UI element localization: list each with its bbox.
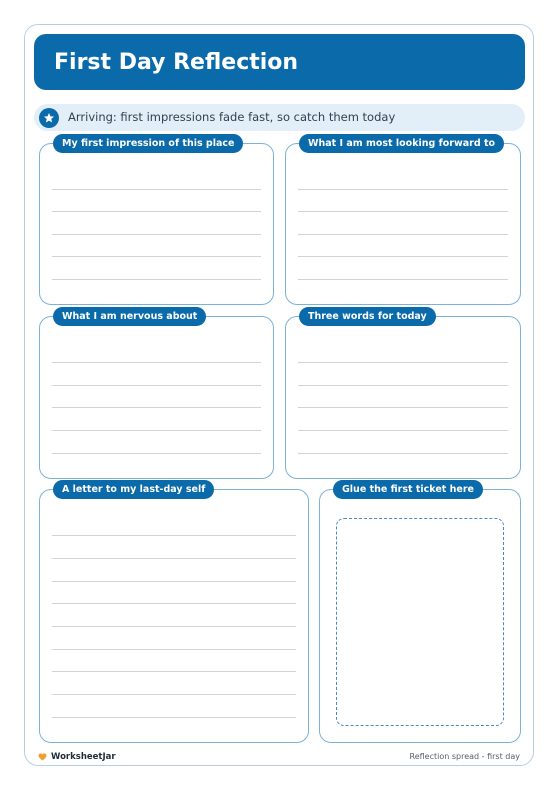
page-title: First Day Reflection <box>54 50 299 75</box>
writing-line[interactable] <box>52 279 261 280</box>
writing-line[interactable] <box>52 717 296 718</box>
tip-text: Arriving: first impressions fade fast, so catch them today <box>68 110 396 124</box>
glue-area <box>336 518 504 726</box>
section-first-impression <box>39 138 274 305</box>
section-label: A letter to my last-day self <box>53 480 214 499</box>
writing-line[interactable] <box>298 256 508 257</box>
writing-line[interactable] <box>52 189 261 190</box>
section-glue-ticket <box>319 484 521 743</box>
section-looking-forward <box>285 138 521 305</box>
writing-line[interactable] <box>298 385 508 386</box>
writing-line[interactable] <box>52 453 261 454</box>
writing-line[interactable] <box>298 211 508 212</box>
writing-line[interactable] <box>52 671 296 672</box>
section-label: Glue the first ticket here <box>333 480 483 499</box>
section-label: Three words for today <box>299 307 436 326</box>
writing-line[interactable] <box>298 189 508 190</box>
writing-line[interactable] <box>298 234 508 235</box>
footer-caption: Reflection spread - first day <box>409 752 520 761</box>
writing-line[interactable] <box>52 407 261 408</box>
writing-line[interactable] <box>52 649 296 650</box>
writing-line[interactable] <box>52 385 261 386</box>
section-label: What I am nervous about <box>53 307 206 326</box>
brand-name: WorksheetJar <box>51 752 116 762</box>
tip-bar <box>34 104 525 131</box>
section-label: What I am most looking forward to <box>299 134 504 153</box>
section-label: My first impression of this place <box>53 134 243 153</box>
writing-line[interactable] <box>52 211 261 212</box>
writing-line[interactable] <box>298 430 508 431</box>
writing-line[interactable] <box>52 362 261 363</box>
writing-line[interactable] <box>52 535 296 536</box>
writing-line[interactable] <box>298 407 508 408</box>
star-icon <box>39 108 59 128</box>
writing-line[interactable] <box>298 362 508 363</box>
writing-line[interactable] <box>52 694 296 695</box>
writing-line[interactable] <box>52 430 261 431</box>
writing-line[interactable] <box>52 581 296 582</box>
writing-line[interactable] <box>52 234 261 235</box>
writing-line[interactable] <box>52 626 296 627</box>
section-three-words <box>285 311 521 479</box>
writing-line[interactable] <box>52 603 296 604</box>
writing-line[interactable] <box>298 279 508 280</box>
header-banner <box>34 34 525 90</box>
writing-line[interactable] <box>52 256 261 257</box>
section-letter-to-self <box>39 484 309 743</box>
writing-line[interactable] <box>298 453 508 454</box>
writing-line[interactable] <box>52 558 296 559</box>
section-nervous-about <box>39 311 274 479</box>
heart-icon <box>38 753 47 765</box>
